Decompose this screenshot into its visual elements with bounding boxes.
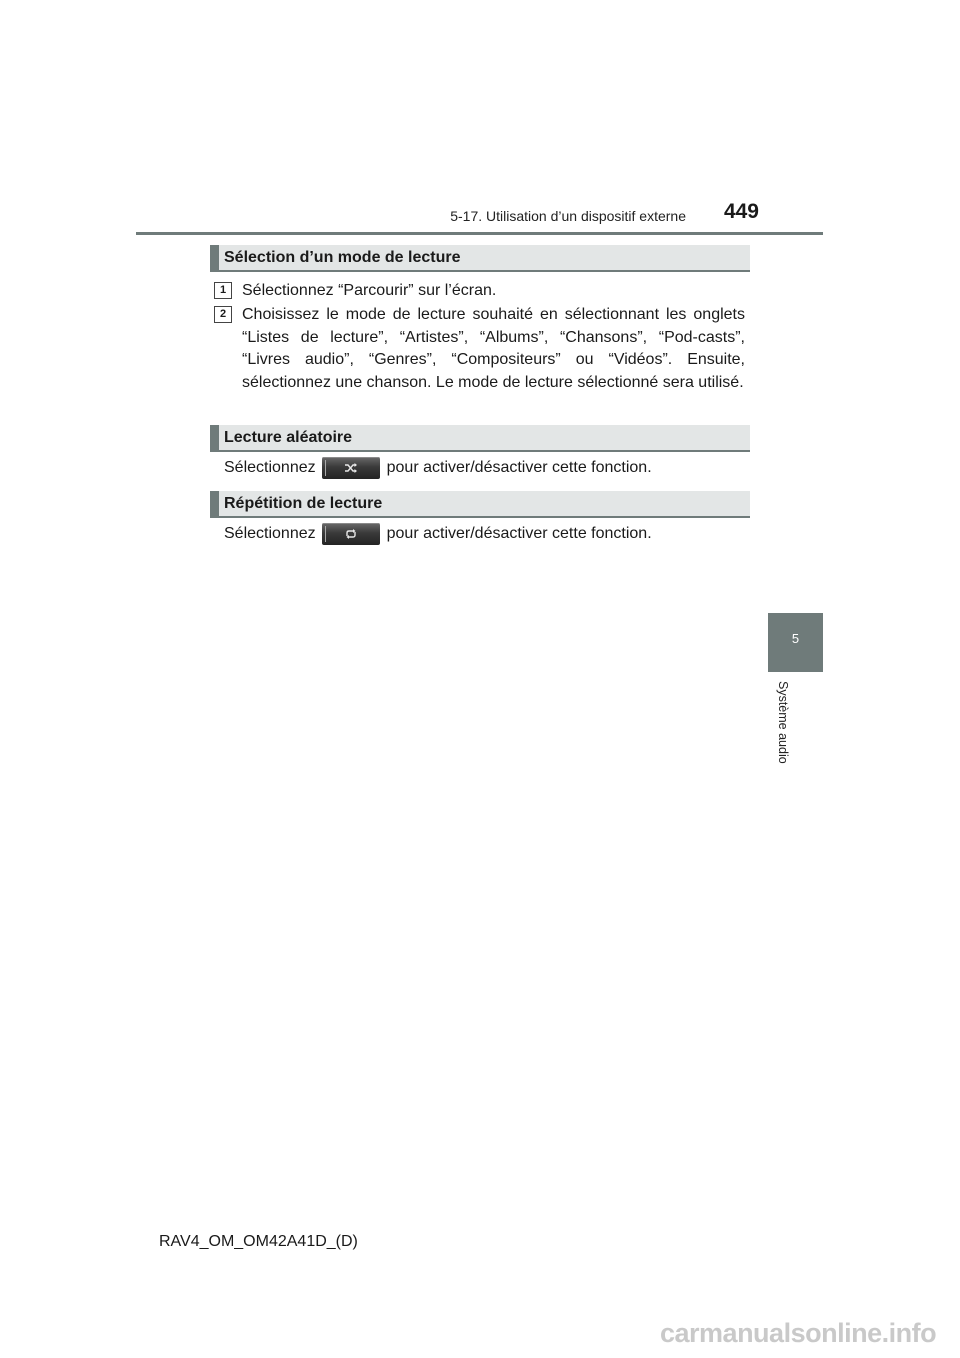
chapter-tab: [768, 613, 823, 672]
chapter-label: Système audio: [776, 681, 790, 764]
instruction-text-before: Sélectionnez: [224, 525, 316, 542]
chapter-number: 5: [791, 631, 800, 646]
step-text: Choisissez le mode de lecture souhaité en sélectionnant les onglets “Listes de lecture”, “Artistes”, “Albums”, “Chansons”, “Pod-casts”, “Livres audio”, “Genres”, “Compositeurs” ou “Vidéos”. Ensuite, sélectionnez une chanson. Le mode de lecture sélectionné sera utilisé.: [242, 306, 745, 391]
repeat-instruction: [224, 522, 652, 546]
repeat-button: [322, 523, 380, 545]
instruction-text-after: pour activer/désactiver cette fonction.: [386, 525, 652, 542]
section-heading-playback-mode: [210, 245, 750, 272]
shuffle-button: [322, 457, 380, 479]
section-heading-shuffle: [210, 425, 750, 452]
step-number-badge: 2: [214, 306, 232, 323]
shuffle-icon: [344, 461, 358, 475]
step-number-badge: 1: [214, 282, 232, 299]
repeat-icon: [344, 527, 358, 541]
instruction-text-before: Sélectionnez: [224, 459, 316, 476]
page-number: 449: [723, 200, 759, 223]
header-divider: [136, 232, 823, 235]
document-code: RAV4_OM_OM42A41D_(D): [159, 1233, 358, 1250]
watermark: carmanualsonline.info: [660, 1318, 937, 1348]
instruction-text-after: pour activer/désactiver cette fonction.: [386, 459, 652, 476]
section-heading-text: Sélection d’un mode de lecture: [224, 249, 461, 266]
section-heading-repeat: [210, 491, 750, 518]
shuffle-instruction: [224, 456, 652, 480]
section-heading-text: Répétition de lecture: [224, 495, 383, 512]
section-heading-text: Lecture aléatoire: [224, 429, 353, 446]
step-text: Sélectionnez “Parcourir” sur l’écran.: [242, 282, 497, 299]
header-section-title: 5-17. Utilisation d’un dispositif externe: [450, 208, 686, 224]
